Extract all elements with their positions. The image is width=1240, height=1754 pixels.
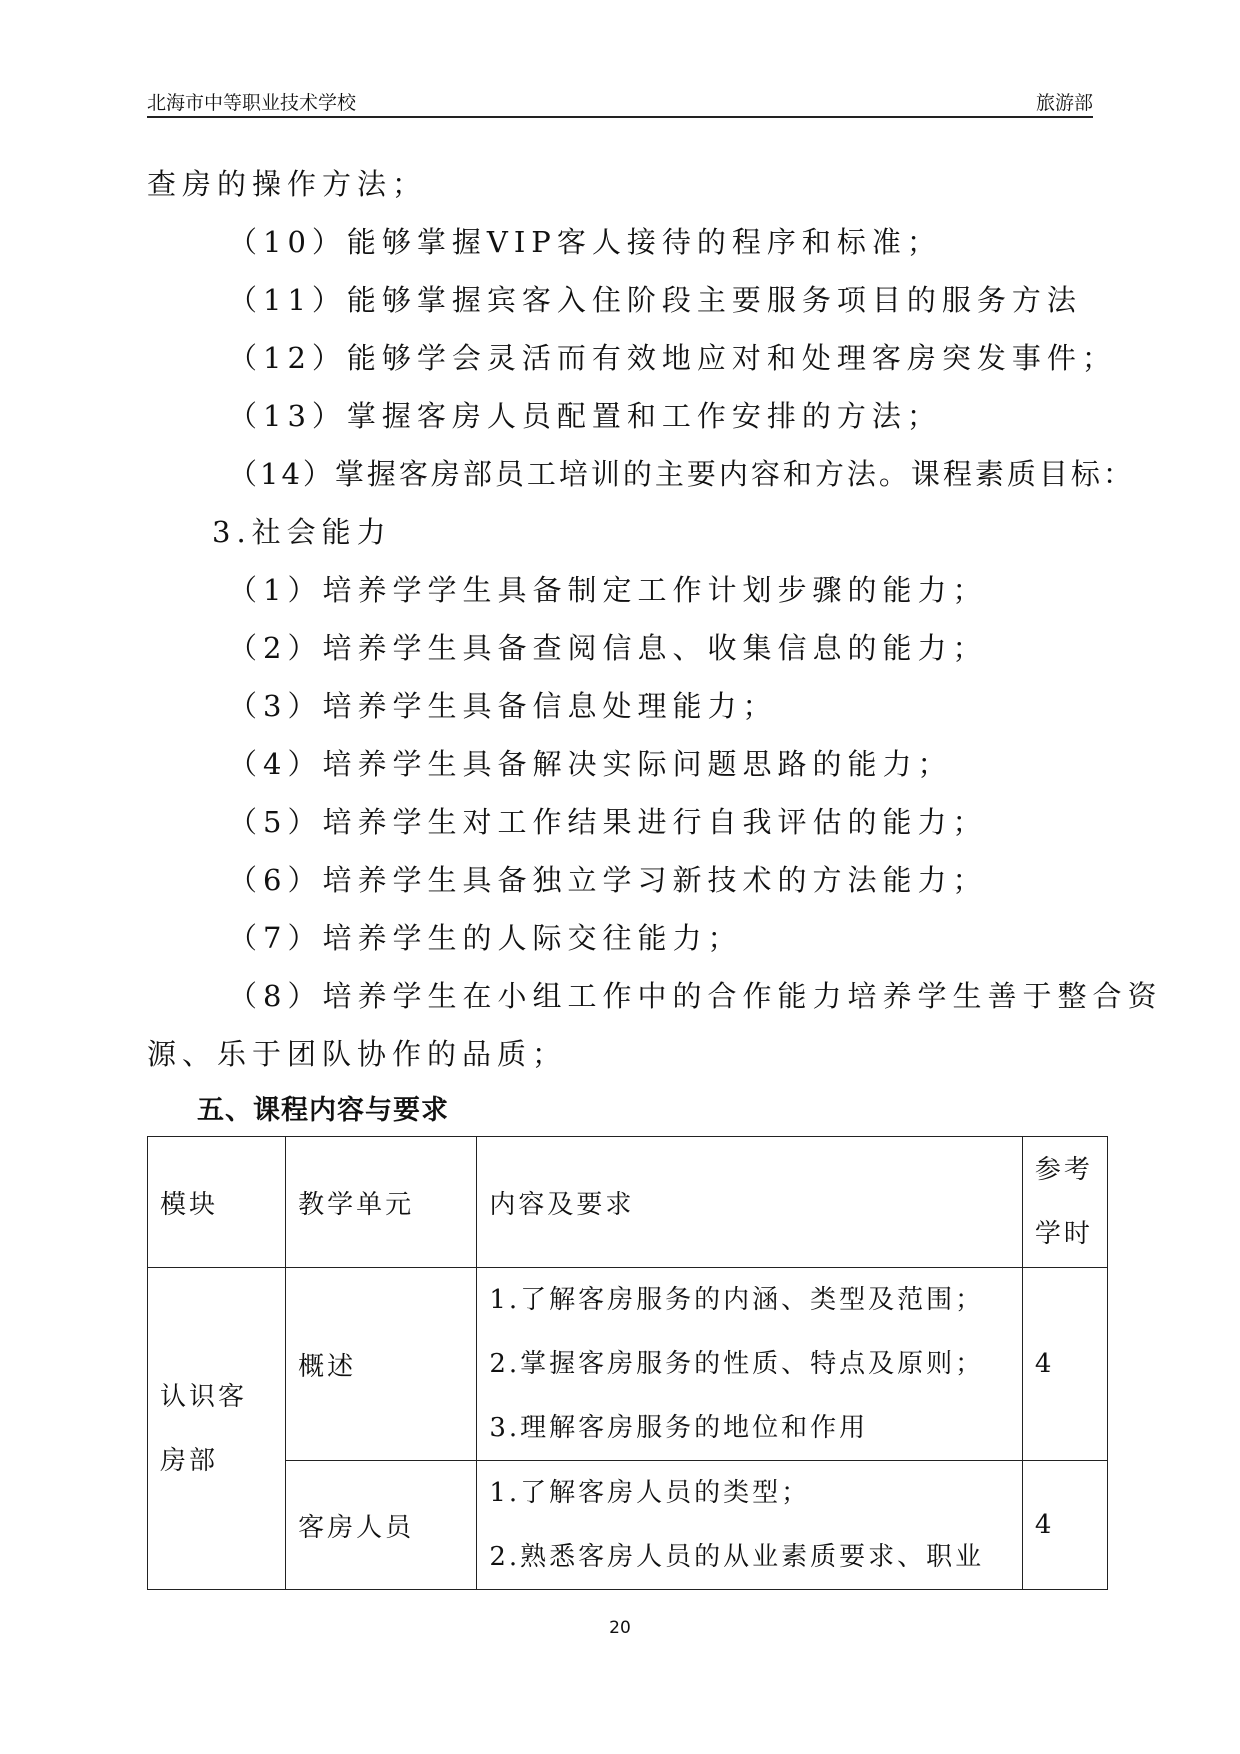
course-content-table (147, 1136, 1108, 1590)
page-header (147, 84, 1093, 118)
header-hours-line2: 学时 (1034, 1219, 1093, 1249)
unit-name: 概述 (286, 1268, 477, 1461)
unit-name: 客房人员 (286, 1461, 477, 1590)
module-name-line2: 房部 (160, 1445, 219, 1476)
department-name: 旅游部 (1035, 92, 1093, 114)
body-line: （11）能够掌握宾客入住阶段主要服务项目的服务方法 (228, 283, 1082, 317)
requirements-cell (477, 1268, 1023, 1461)
body-line: （10）能够掌握VIP客人接待的程序和标准； (228, 225, 942, 259)
module-name-line1: 认识客 (160, 1381, 248, 1412)
requirements-cell (477, 1461, 1023, 1590)
page-number: 20 (609, 1618, 631, 1638)
unit-hours: 4 (1022, 1461, 1107, 1590)
header-module: 模块 (148, 1137, 286, 1268)
requirement-item: 3.理解客房服务的地位和作用 (489, 1413, 869, 1443)
body-line: （2）培养学生具备查阅信息、收集信息的能力； (228, 631, 988, 665)
body-line: 源、乐于团队协作的品质； (147, 1037, 568, 1071)
unit-hours: 4 (1022, 1268, 1107, 1461)
school-name: 北海市中等职业技术学校 (147, 92, 357, 114)
body-line: （5）培养学生对工作结果进行自我评估的能力； (228, 805, 988, 839)
body-line: （7）培养学生的人际交往能力； (228, 921, 743, 955)
body-line: （3）培养学生具备信息处理能力； (228, 689, 778, 723)
requirement-item: 1.了解客房人员的类型； (489, 1478, 811, 1508)
body-line: （12）能够学会灵活而有效地应对和处理客房突发事件； (228, 341, 1117, 375)
header-hours-line1: 参考 (1034, 1155, 1093, 1185)
module-cell (148, 1268, 286, 1590)
body-line: 查房的操作方法； (147, 167, 428, 201)
table-header-row (148, 1137, 1108, 1268)
body-line: （6）培养学生具备独立学习新技术的方法能力； (228, 863, 988, 897)
header-content: 内容及要求 (477, 1137, 1023, 1268)
body-line: （8）培养学生在小组工作中的合作能力培养学生善于整合资 (228, 979, 1163, 1013)
body-line: （4）培养学生具备解决实际问题思路的能力； (228, 747, 953, 781)
body-line: 3.社会能力 (212, 515, 392, 549)
header-unit: 教学单元 (286, 1137, 477, 1268)
section-heading: 五、课程内容与要求 (197, 1095, 449, 1126)
body-line: （14）掌握客房部员工培训的主要内容和方法。课程素质目标： (228, 457, 1135, 491)
header-hours (1022, 1137, 1107, 1268)
requirement-item: 2.熟悉客房人员的从业素质要求、职业 (489, 1542, 985, 1572)
requirement-item: 2.掌握客房服务的性质、特点及原则； (489, 1349, 985, 1379)
body-line: （13）掌握客房人员配置和工作安排的方法； (228, 399, 942, 433)
requirement-item: 1.了解客房服务的内涵、类型及范围； (489, 1285, 985, 1315)
table-row (148, 1268, 1108, 1461)
body-line: （1）培养学学生具备制定工作计划步骤的能力； (228, 573, 988, 607)
table-row (148, 1461, 1108, 1590)
